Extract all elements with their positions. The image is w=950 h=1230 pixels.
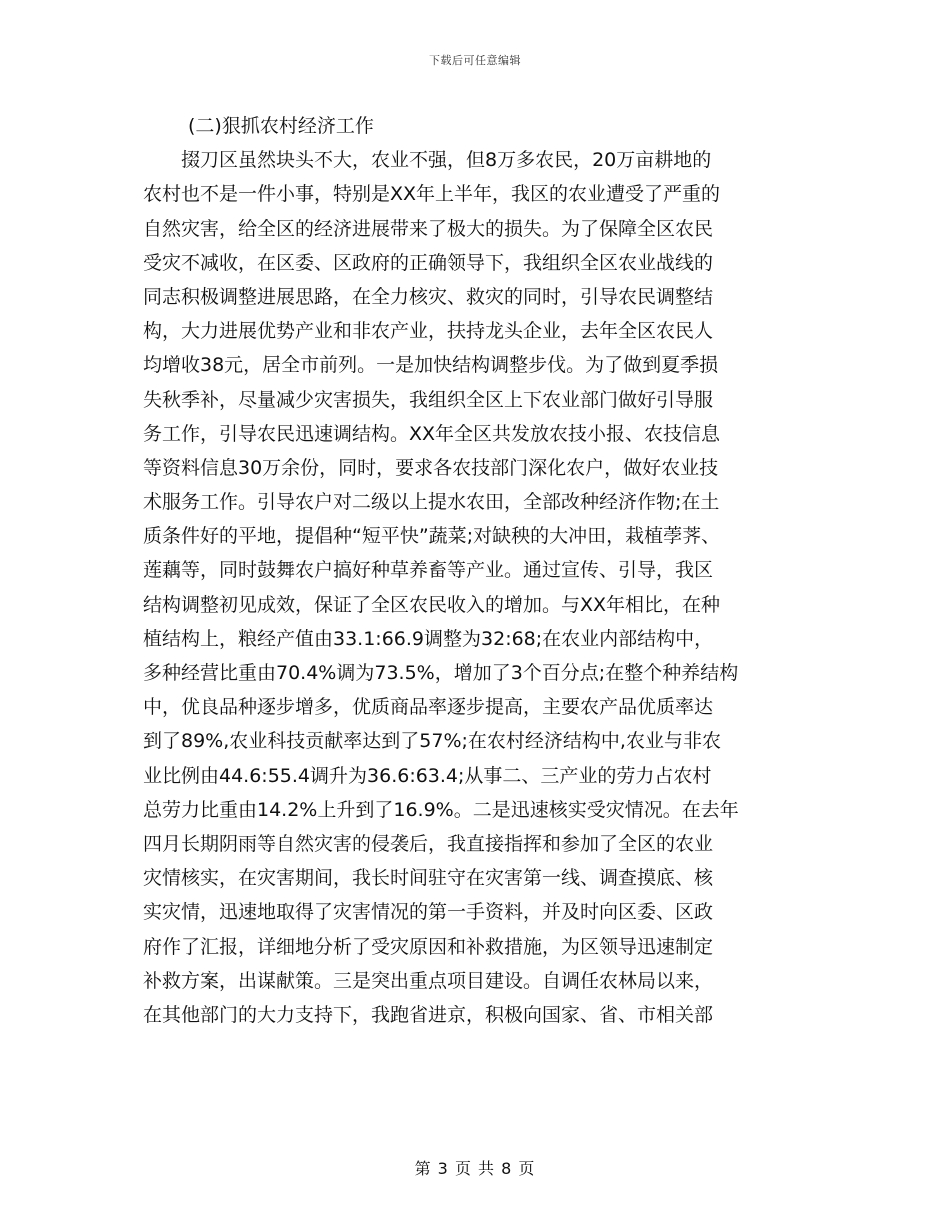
- paragraph-line: 术服务工作。引导农户对二级以上提水农田，全部改种经济作物;在土: [143, 491, 720, 514]
- paragraph-line: 自然灾害，给全区的经济进展带来了极大的损失。为了保障全区农民: [143, 217, 714, 240]
- document-body: [143, 109, 808, 1032]
- paragraph-line: 质条件好的平地，提倡种“短平快”蔬菜;对缺秧的大冲田，栽植荸荠、: [143, 525, 721, 548]
- paragraph-line: 莲藕等，同时鼓舞农户搞好种草养畜等产业。通过宣传、引导，我区: [143, 559, 714, 582]
- paragraph-line: 植结构上，粮经产值由33.1:66.9调整为32:68;在农业内部结构中，: [143, 627, 714, 650]
- paragraph-line: 等资料信息30万余份，同时，要求各农技部门深化农户，做好农业技: [143, 456, 719, 479]
- paragraph-line: 同志积极调整进展思路，在全力核灾、救灾的同时，引导农民调整结: [143, 285, 714, 308]
- paragraph-line: 补救方案，出谋献策。三是突出重点项目建设。自调任农林局以来，: [143, 969, 714, 992]
- paragraph-line: 结构调整初见成效，保证了全区农民收入的增加。与XX年相比，在种: [143, 593, 721, 616]
- paragraph-line: 灾情核实，在灾害期间，我长时间驻守在灾害第一线、调查摸底、核: [143, 867, 714, 890]
- paragraph-line: 中，优良品种逐步增多，优质商品率逐步提高，主要农产品优质率达: [143, 696, 714, 719]
- paragraph-line: 实灾情，迅速地取得了灾害情况的第一手资料，并及时向区委、区政: [143, 901, 714, 924]
- paragraph-line: 在其他部门的大力支持下，我跑省进京，积极向国家、省、市相关部: [143, 1003, 714, 1026]
- paragraph-line: 多种经营比重由70.4%调为73.5%，增加了3个百分点;在整个种养结构: [143, 662, 739, 684]
- paragraph-line: 受灾不减收，在区委、区政府的正确领导下，我组织全区农业战线的: [143, 251, 714, 274]
- page-header: 下载后可任意编辑: [429, 54, 521, 67]
- paragraph-line: 失秋季补，尽量减少灾害损失，我组织全区上下农业部门做好引导服: [143, 388, 714, 411]
- paragraph-line: 务工作，引导农民迅速调结构。XX年全区共发放农技小报、农技信息: [143, 422, 721, 445]
- section-heading: (二)狠抓农村经济工作: [188, 115, 374, 137]
- paragraph-line: 均增收38元，居全市前列。一是加快结构调整步伐。为了做到夏季损: [143, 354, 719, 377]
- paragraph-line: 府作了汇报，详细地分析了受灾原因和补救措施，为区领导迅速制定: [143, 935, 714, 958]
- page-footer-page-number: 第 3 页 共 8 页: [414, 1159, 536, 1178]
- paragraph-line: 总劳力比重由14.2%上升到了16.9%。二是迅速核实受灾情况。在去年: [143, 798, 739, 821]
- paragraph-line: 到了89%,农业科技贡献率达到了57%;在农村经济结构中,农业与非农: [143, 730, 721, 753]
- paragraph-line: 四月长期阴雨等自然灾害的侵袭后，我直接指挥和参加了全区的农业: [143, 832, 714, 855]
- paragraph-line: 农村也不是一件小事，特别是XX年上半年，我区的农业遭受了严重的: [143, 183, 721, 206]
- paragraph: [143, 143, 808, 1032]
- paragraph-line: 业比例由44.6:55.4调升为36.6:63.4;从事二、三产业的劳力占农村: [143, 764, 712, 787]
- paragraph-line: 构，大力进展优势产业和非农产业，扶持龙头企业，去年全区农民人: [143, 320, 714, 343]
- paragraph-line: 掇刀区虽然块头不大，农业不强，但8万多农民，20万亩耕地的: [181, 149, 712, 172]
